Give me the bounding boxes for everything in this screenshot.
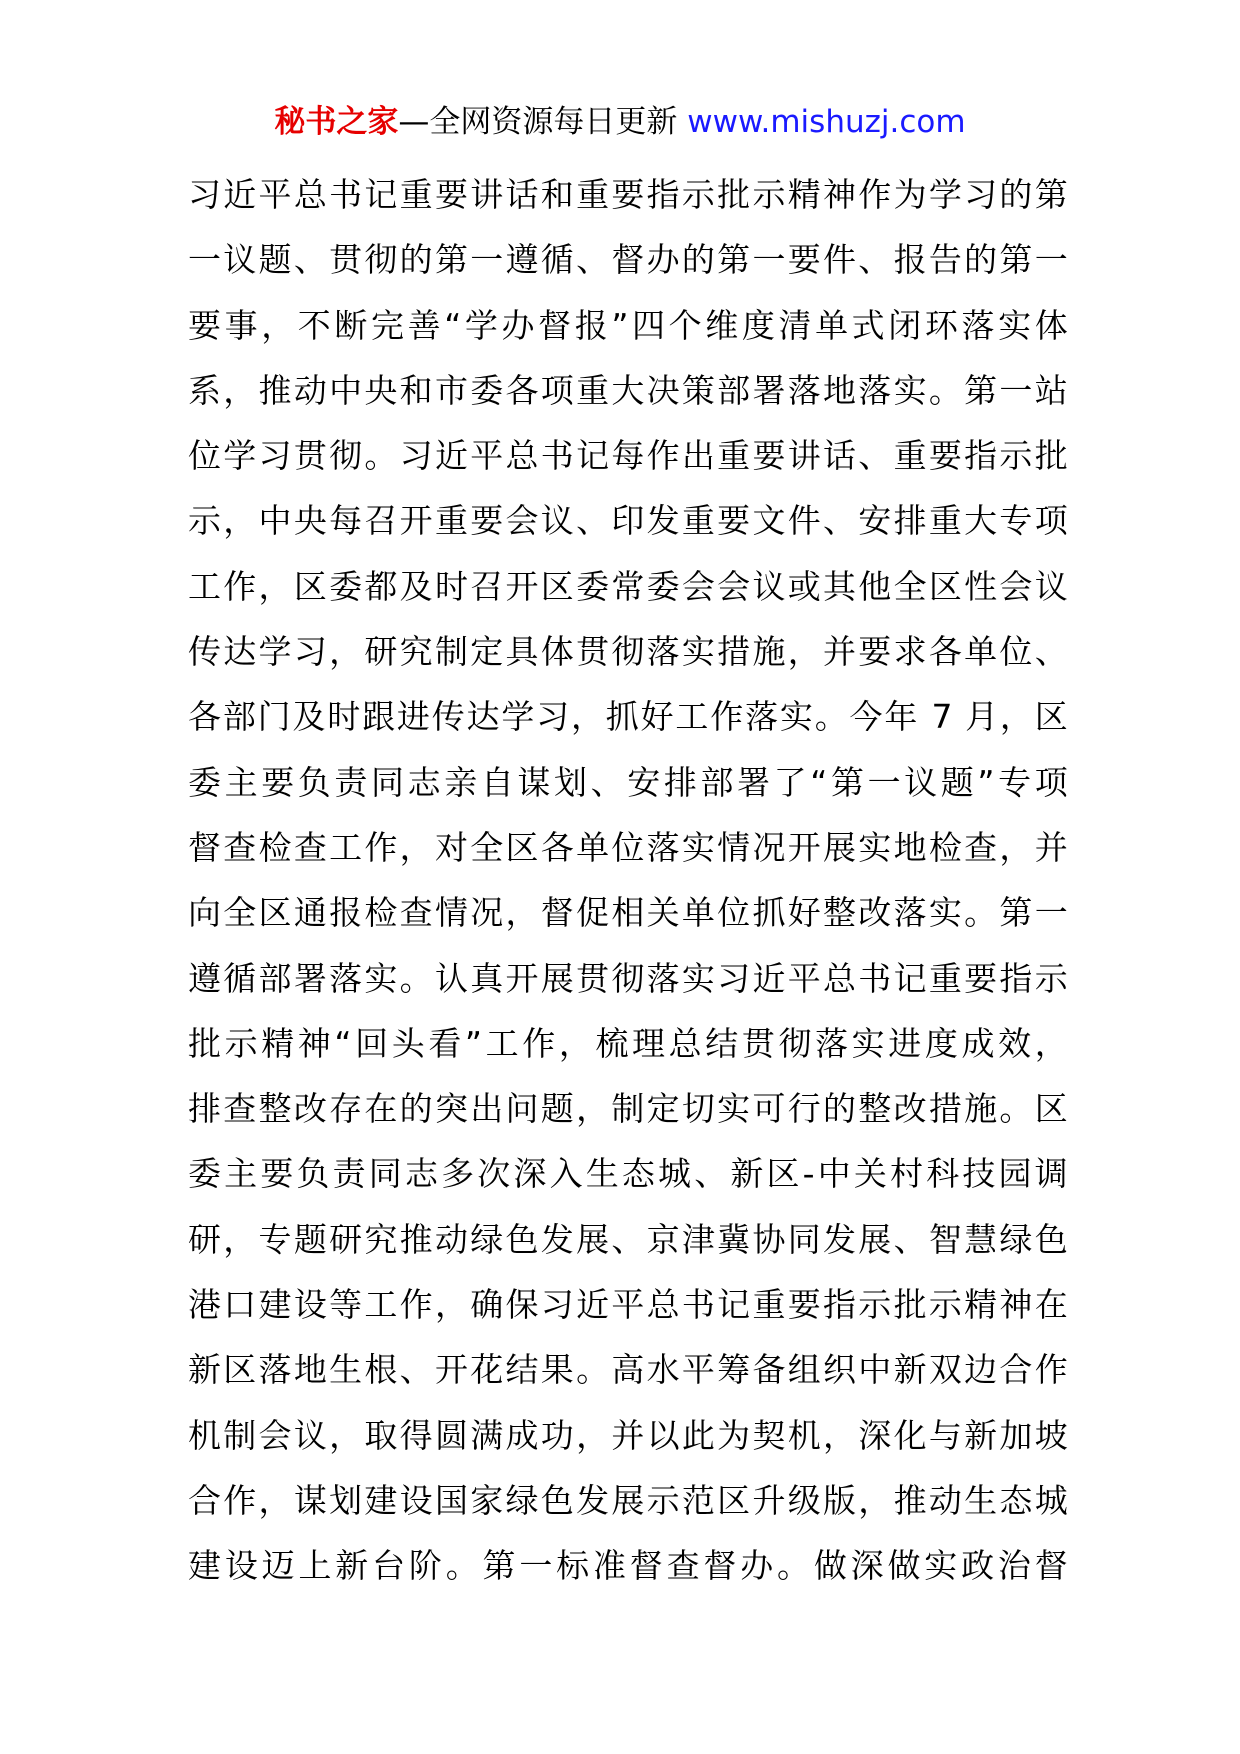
site-url[interactable]: www.mishuzj.com	[687, 104, 966, 140]
text-line: 督查检查工作，对全区各单位落实情况开展实地检查，并	[188, 827, 1068, 867]
text-line: 批示精神“回头看”工作，梳理总结贯彻落实进度成效，	[188, 1023, 1068, 1063]
text-line: 习近平总书记重要讲话和重要指示批示精神作为学习的第	[188, 175, 1068, 214]
site-tagline: —全网资源每日更新	[398, 104, 678, 140]
page-header	[0, 100, 1240, 144]
text-line: 建设迈上新台阶。第一标准督查督办。做深做实政治督	[188, 1546, 1068, 1586]
text-line: 委主要负责同志多次深入生态城、新区-中关村科技园调	[188, 1154, 1068, 1194]
text-line: 新区落地生根、开花结果。高水平筹备组织中新双边合作	[188, 1350, 1068, 1390]
text-line: 机制会议，取得圆满成功，并以此为契机，深化与新加坡	[188, 1415, 1068, 1455]
text-line: 系，推动中央和市委各项重大决策部署落地落实。第一站	[188, 370, 1068, 410]
text-line: 各部门及时跟进传达学习，抓好工作落实。今年 7 月，区	[188, 697, 1068, 737]
text-line: 委主要负责同志亲自谋划、安排部署了“第一议题”专项	[188, 762, 1068, 802]
text-line: 合作，谋划建设国家绿色发展示范区升级版，推动生态城	[188, 1480, 1068, 1520]
text-line: 示，中央每召开重要会议、印发重要文件、安排重大专项	[188, 501, 1068, 541]
text-line: 排查整改存在的突出问题，制定切实可行的整改措施。区	[188, 1089, 1068, 1129]
text-line: 研，专题研究推动绿色发展、京津冀协同发展、智慧绿色	[188, 1219, 1068, 1259]
text-line: 一议题、贯彻的第一遵循、督办的第一要件、报告的第一	[188, 240, 1068, 280]
text-line: 传达学习，研究制定具体贯彻落实措施，并要求各单位、	[188, 632, 1068, 672]
document-body	[188, 162, 1068, 1599]
text-line: 港口建设等工作，确保习近平总书记重要指示批示精神在	[188, 1285, 1068, 1325]
text-line: 向全区通报检查情况，督促相关单位抓好整改落实。第一	[188, 893, 1068, 933]
text-line: 要事，不断完善“学办督报”四个维度清单式闭环落实体	[188, 305, 1068, 345]
text-line: 遵循部署落实。认真开展贯彻落实习近平总书记重要指示	[188, 958, 1068, 998]
text-line: 工作，区委都及时召开区委常委会会议或其他全区性会议	[188, 566, 1068, 606]
site-brand: 秘书之家	[274, 104, 399, 140]
text-line: 位学习贯彻。习近平总书记每作出重要讲话、重要指示批	[188, 436, 1068, 476]
